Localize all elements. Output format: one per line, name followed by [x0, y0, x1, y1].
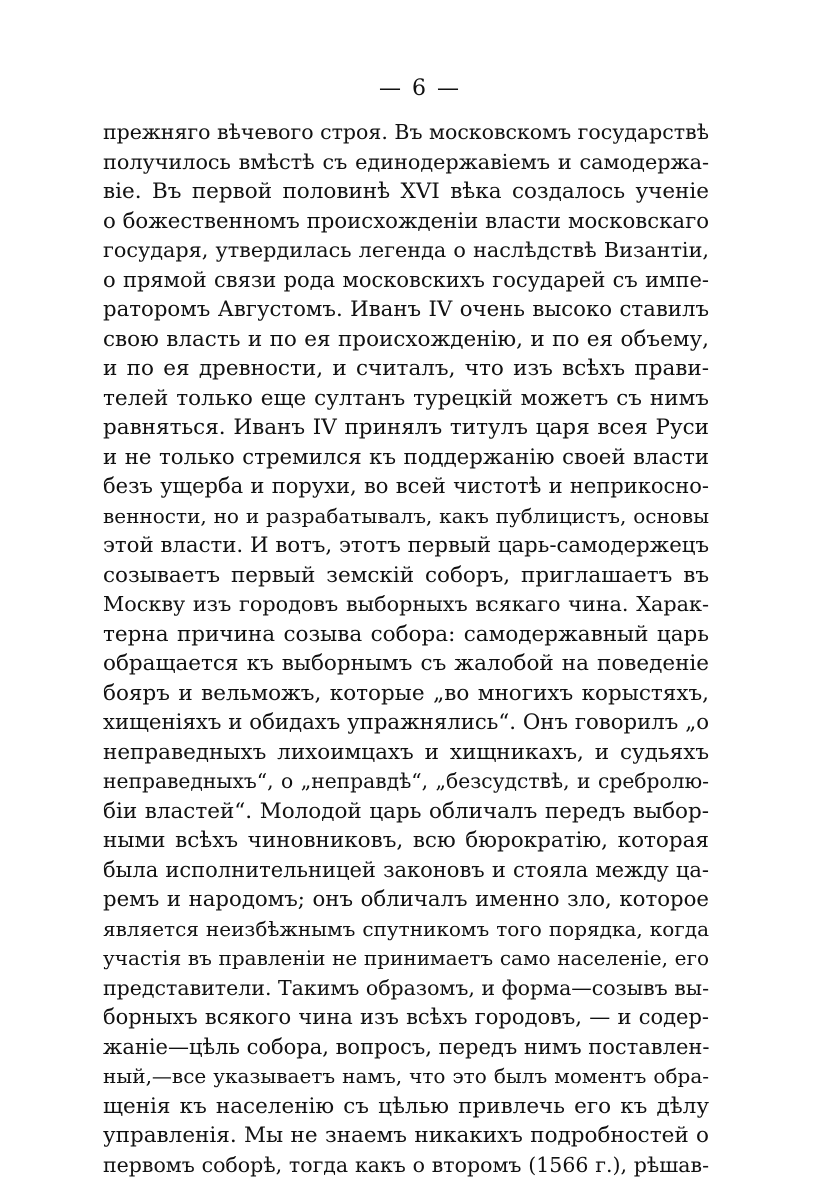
text-line: является неизбѣжнымъ спутникомъ того порядка, когда — [103, 916, 709, 941]
text-line: обращается къ выборнымъ съ жалобой на поведеніе — [103, 651, 709, 676]
text-line: Москву изъ городовъ выборныхъ всякаго чина. Харак- — [103, 592, 709, 616]
text-line: хищеніяхъ и обидахъ упражнялись“. Онъ говорилъ „о — [103, 710, 709, 735]
text-line: ный,—все указываетъ намъ, что это былъ моментъ обра- — [103, 1064, 709, 1088]
body-text — [103, 118, 709, 1180]
text-line: этой власти. И вотъ, этотъ первый царь-самодержецъ — [103, 533, 709, 558]
text-line: неправедныхъ“, о „неправдѣ“, „безсудствѣ, и сребролю- — [103, 769, 709, 793]
text-line: телей только еще султанъ турецкій можетъ съ нимъ — [103, 385, 709, 411]
text-line: управленія. Мы не знаемъ никакихъ подробностей о — [103, 1123, 709, 1148]
text-line: о прямой связи рода московскихъ государей съ импе- — [103, 267, 709, 292]
text-line: біи властей“. Молодой царь обличалъ передъ выбор- — [103, 798, 709, 824]
text-line: прежняго вѣчевого строя. Въ московскомъ государствѣ — [103, 120, 709, 144]
text-line: терна причина созыва собора: самодержавный царь — [103, 621, 709, 647]
text-line: о божественномъ происхожденіи власти московскаго — [103, 208, 709, 234]
text-line: борныхъ всякого чина изъ всѣхъ городовъ, — и содер- — [103, 1005, 709, 1029]
text-line: была исполнительницей законовъ и стояла между ца- — [103, 857, 709, 882]
text-line: представители. Такимъ образомъ, и форма—созывъ вы- — [103, 975, 709, 1000]
text-line: ремъ и народомъ; онъ обличалъ именно зло, которое — [103, 887, 709, 912]
text-line: и не только стремился къ поддержанію своей власти — [103, 444, 709, 470]
text-line: венности, но и разрабатывалъ, какъ публицистъ, основы — [103, 503, 709, 528]
text-line: бояръ и вельможъ, которые „во многихъ корыстяхъ, — [103, 680, 709, 706]
text-line: жаніе—цѣль собора, вопросъ, передъ нимъ поставлен- — [103, 1034, 709, 1059]
text-line: государя, утвердилась легенда о наслѣдствѣ Византіи, — [103, 238, 709, 262]
text-line: щенія къ населенію съ цѣлью привлечь его къ дѣлу — [103, 1093, 709, 1119]
text-line: первомъ соборѣ, тогда какъ о второмъ (1566 г.), рѣшав- — [103, 1152, 709, 1177]
text-line: свою власть и по ея происхожденію, и по ея объему, — [103, 326, 709, 352]
text-line: созываетъ первый земскій соборъ, приглашаетъ въ — [103, 562, 709, 588]
text-line: безъ ущерба и порухи, во всей чистотѣ и неприкосно- — [103, 474, 709, 498]
text-line: участія въ правленіи не принимаетъ само населеніе, его — [103, 946, 709, 970]
text-line: раторомъ Августомъ. Иванъ IV очень высоко ставилъ — [103, 297, 709, 322]
page-number: — 6 — — [379, 76, 461, 101]
text-line: ными всѣхъ чиновниковъ, всю бюрократію, которая — [103, 828, 709, 853]
text-line: равняться. Иванъ IV принялъ титулъ царя всея Руси — [103, 415, 709, 440]
text-line: віе. Въ первой половинѣ XVI вѣка создалось ученіе — [103, 179, 709, 204]
text-line: и по ея древности, и считалъ, что изъ всѣхъ прави- — [103, 356, 709, 381]
text-line: неправедныхъ лихоимцахъ и хищникахъ, и судьяхъ — [103, 739, 709, 765]
text-line: получилось вмѣстѣ съ единодержавіемъ и самодержа- — [103, 149, 709, 174]
